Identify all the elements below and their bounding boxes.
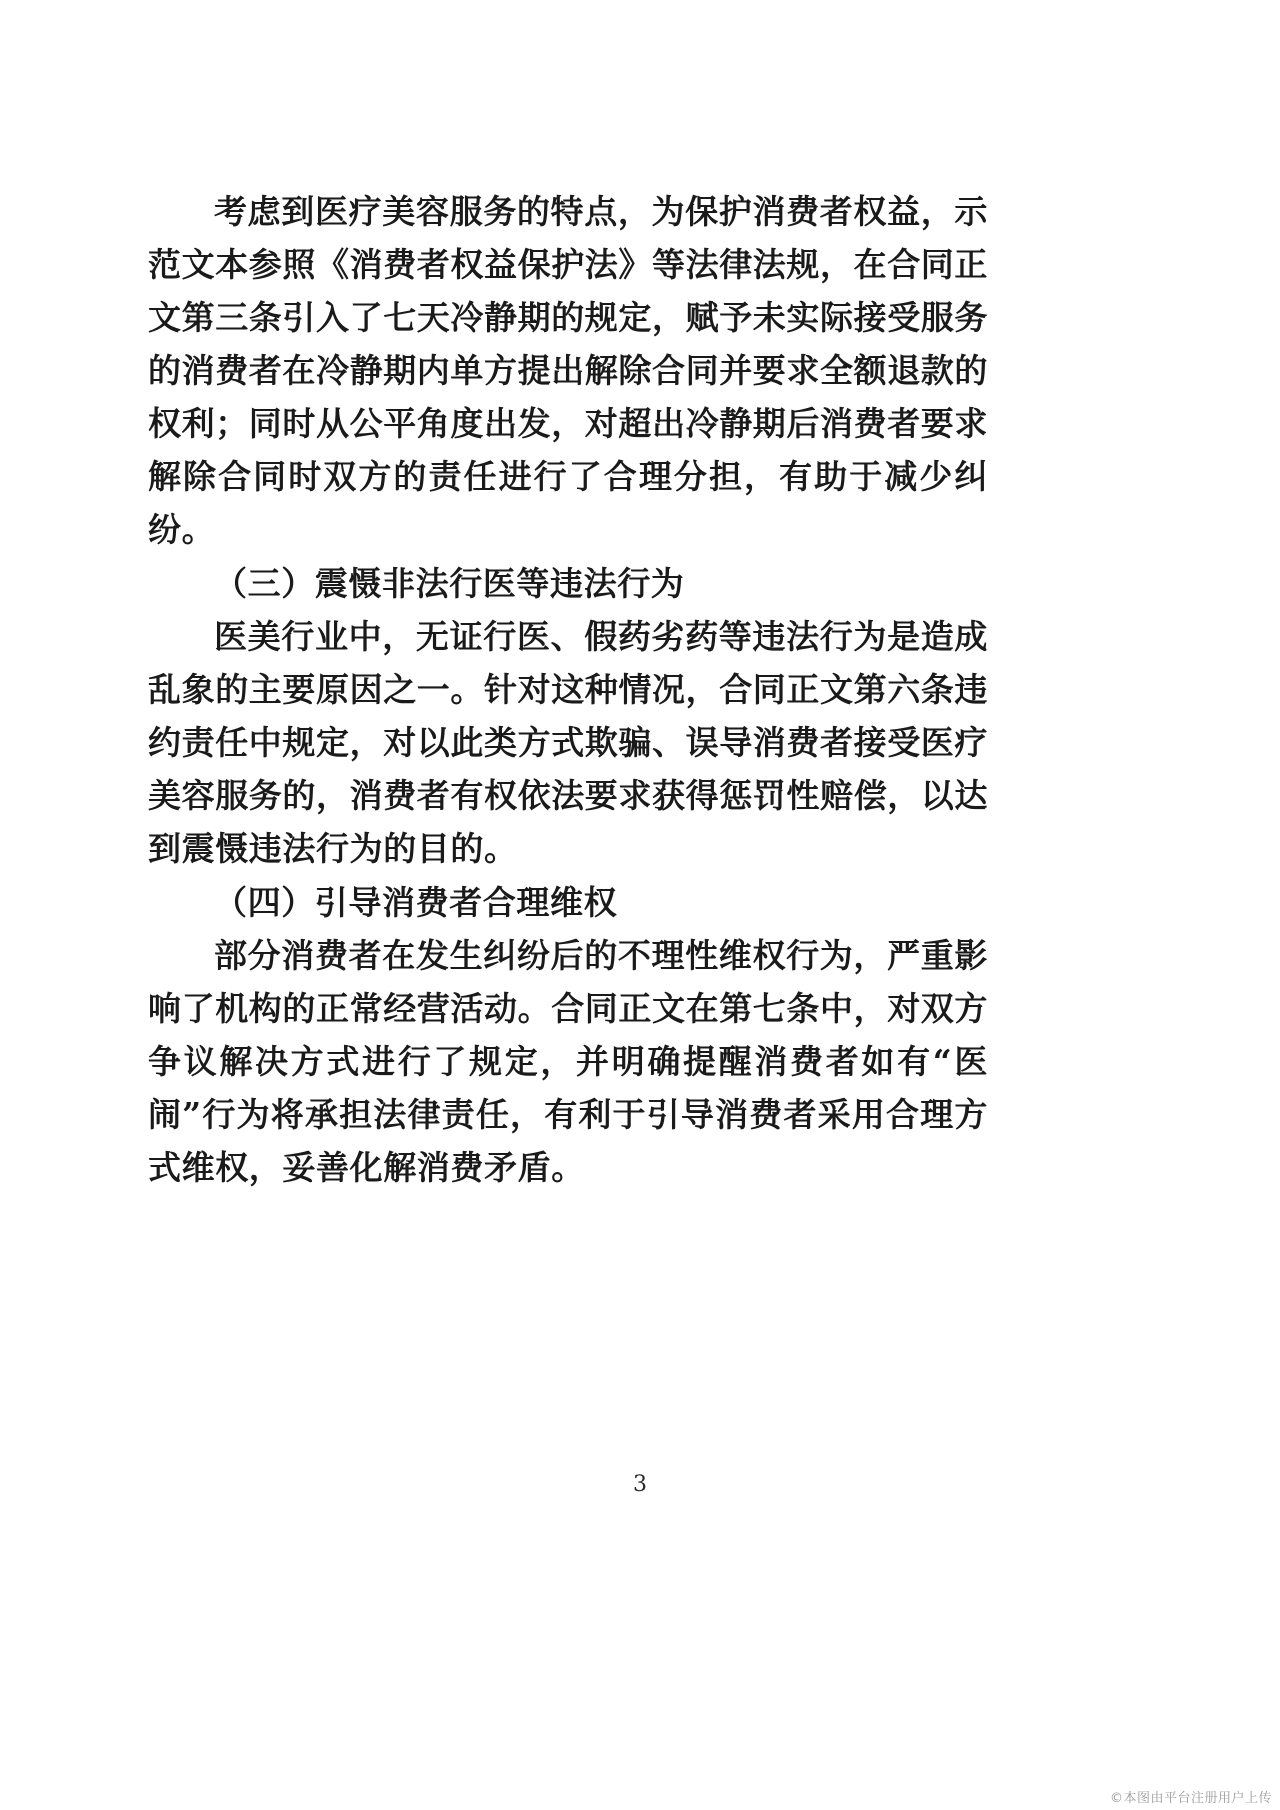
- heading-section-four: （四）引导消费者合理维权: [214, 883, 618, 922]
- document-body: [148, 185, 988, 1195]
- heading-section-three: （三）震慑非法行医等违法行为: [214, 564, 685, 603]
- page-number: 3: [633, 1472, 647, 1497]
- paragraph-consumer-rights-guidance: 部分消费者在发生纠纷后的不理性维权行为，严重影响了机构的正常经营活动。合同正文在第七条中，对双方争议解决方式进行了规定，并明确提醒消费者如有“医闹”行为将承担法律责任，有利于引导消费者采用合理方式维权，妥善化解消费矛盾。: [148, 936, 988, 1187]
- paragraph-illegal-practice: 医美行业中，无证行医、假药劣药等违法行为是造成乱象的主要原因之一。针对这种情况，合同正文第六条违约责任中规定，对以此类方式欺骗、误导消费者接受医疗美容服务的，消费者有权依法要求获得惩罚性赔偿，以达到震慑违法行为的目的。: [148, 617, 988, 868]
- watermark-text: ©本图由平台注册用户上传: [1109, 1791, 1272, 1806]
- paragraph-cooling-off-period: 考虑到医疗美容服务的特点，为保护消费者权益，示范文本参照《消费者权益保护法》等法律法规，在合同正文第三条引入了七天冷静期的规定，赋予未实际接受服务的消费者在冷静期内单方提出解除合同并要求全额退款的权利；同时从公平角度出发，对超出冷静期后消费者要求解除合同时双方的责任进行了合理分担，有助于减少纠纷。: [148, 192, 988, 549]
